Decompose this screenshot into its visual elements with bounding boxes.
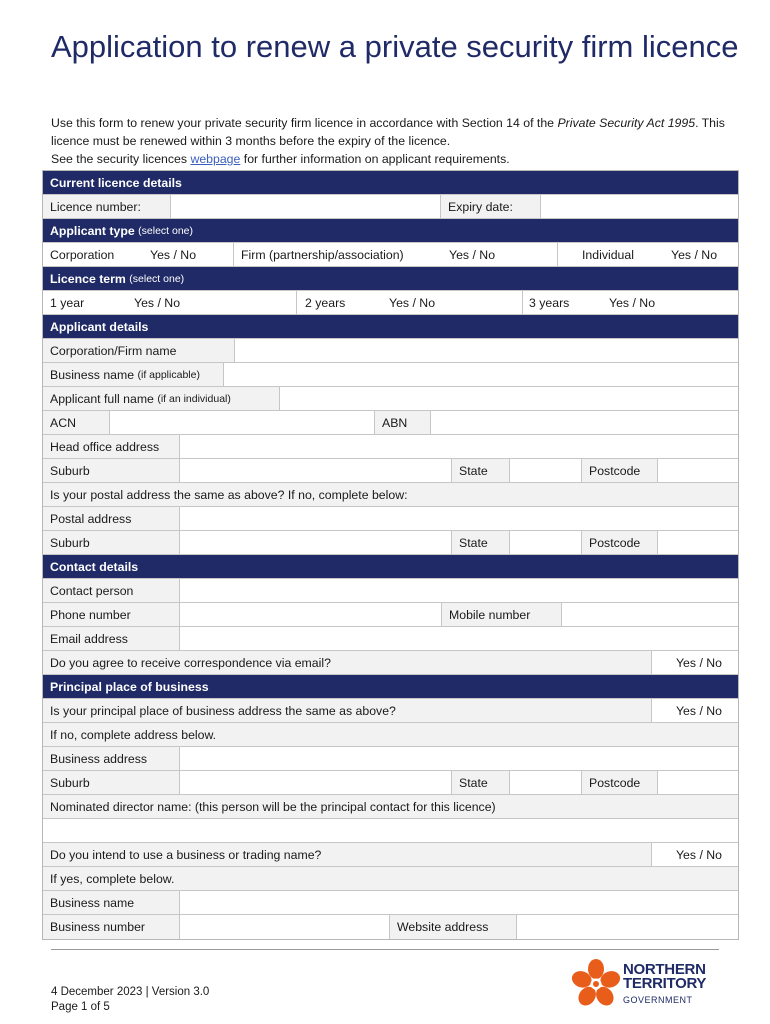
form-row xyxy=(43,363,738,387)
form-row xyxy=(43,195,738,219)
form-row xyxy=(43,891,738,915)
suburb-label: Suburb xyxy=(43,771,180,794)
footer xyxy=(51,985,209,1015)
section-title-text: Applicant type xyxy=(50,223,135,238)
postal-question: Is your postal address the same as above? If no, complete below: xyxy=(43,483,738,506)
form-row xyxy=(43,795,738,819)
postcode-field[interactable] xyxy=(658,531,738,554)
postcode-label: Postcode xyxy=(582,531,658,554)
business-address-label: Business address xyxy=(43,747,180,770)
director-label: Nominated director name: (this person will be the principal contact for this licence) xyxy=(43,795,738,818)
suburb-field[interactable] xyxy=(180,531,452,554)
form-row xyxy=(43,243,738,267)
mobile-label: Mobile number xyxy=(442,603,562,626)
webpage-link[interactable]: webpage xyxy=(190,152,241,166)
corp-firm-name-field[interactable] xyxy=(235,339,738,362)
intro-text-4: for further information on applicant requirements. xyxy=(240,152,510,166)
if-no-note: If no, complete address below. xyxy=(43,723,738,746)
form-row xyxy=(43,339,738,363)
page-title: Application to renew a private security firm licence xyxy=(51,29,739,64)
form-row xyxy=(43,531,738,555)
section-title xyxy=(43,267,738,290)
form-row xyxy=(43,747,738,771)
logo-line-3: GOVERNMENT xyxy=(623,995,693,1005)
three-years-label: 3 years xyxy=(523,291,602,314)
postal-address-field[interactable] xyxy=(180,507,738,530)
postcode-label: Postcode xyxy=(582,771,658,794)
form-row xyxy=(43,483,738,507)
section-header-contact xyxy=(43,555,738,579)
contact-person-label: Contact person xyxy=(43,579,180,602)
section-header-licence-term xyxy=(43,267,738,291)
section-title: Contact details xyxy=(50,559,139,574)
postal-address-label: Postal address xyxy=(43,507,180,530)
contact-person-field[interactable] xyxy=(180,579,738,602)
licence-number-label: Licence number: xyxy=(43,195,171,218)
business-name-label xyxy=(43,363,224,386)
business-number-field[interactable] xyxy=(180,915,390,939)
email-question: Do you agree to receive correspondence via email? xyxy=(43,651,652,674)
two-years-yes-no[interactable]: Yes / No xyxy=(382,291,523,314)
nt-government-logo xyxy=(570,958,720,1010)
same-address-yes-no[interactable]: Yes / No xyxy=(652,699,738,722)
three-years-yes-no[interactable]: Yes / No xyxy=(602,291,738,314)
logo-line-1: NORTHERN xyxy=(623,961,706,978)
website-field[interactable] xyxy=(517,915,738,939)
page-number: Page 1 of 5 xyxy=(51,1001,110,1013)
head-office-label: Head office address xyxy=(43,435,180,458)
business-name-field[interactable] xyxy=(224,363,738,386)
corp-firm-name-label: Corporation/Firm name xyxy=(43,339,235,362)
full-name-field[interactable] xyxy=(280,387,738,410)
form-row xyxy=(43,411,738,435)
postcode-field[interactable] xyxy=(658,459,738,482)
form-row xyxy=(43,651,738,675)
form-row xyxy=(43,699,738,723)
intro-text-2: . This licence must be renewed within 3 months before the expiry of the licence. xyxy=(51,116,725,148)
mobile-field[interactable] xyxy=(562,603,738,626)
form-row xyxy=(43,387,738,411)
two-years-label: 2 years xyxy=(297,291,382,314)
section-title-text: Licence term xyxy=(50,271,126,286)
director-field[interactable] xyxy=(43,819,738,842)
full-name-text: Applicant full name xyxy=(50,391,154,406)
business-name-label: Business name xyxy=(43,891,180,914)
form-row xyxy=(43,915,738,939)
postcode-label: Postcode xyxy=(582,459,658,482)
individual-label: Individual xyxy=(558,243,664,266)
suburb-label: Suburb xyxy=(43,531,180,554)
firm-label: Firm (partnership/association) xyxy=(234,243,442,266)
select-one-note: (select one) xyxy=(138,224,194,237)
logo-text xyxy=(623,963,706,1007)
act-name: Private Security Act 1995 xyxy=(557,116,696,130)
phone-field[interactable] xyxy=(180,603,442,626)
corporation-yes-no[interactable]: Yes / No xyxy=(143,243,234,266)
business-name-field[interactable] xyxy=(180,891,738,914)
email-yes-no[interactable]: Yes / No xyxy=(652,651,738,674)
abn-field[interactable] xyxy=(431,411,738,434)
state-field[interactable] xyxy=(510,771,582,794)
intro-text-3: See the security licences xyxy=(51,152,191,166)
one-year-yes-no[interactable]: Yes / No xyxy=(127,291,297,314)
footer-divider xyxy=(51,949,719,950)
one-year-label: 1 year xyxy=(43,291,127,314)
form-row xyxy=(43,459,738,483)
state-label: State xyxy=(452,771,510,794)
full-name-note: (if an individual) xyxy=(157,392,231,405)
business-name-text: Business name xyxy=(50,367,135,382)
website-label: Website address xyxy=(390,915,517,939)
state-label: State xyxy=(452,459,510,482)
if-yes-note: If yes, complete below. xyxy=(43,867,738,890)
suburb-field[interactable] xyxy=(180,771,452,794)
trading-name-question: Do you intend to use a business or trading name? xyxy=(43,843,652,866)
section-title: Applicant details xyxy=(50,319,149,334)
licence-number-field[interactable] xyxy=(171,195,441,218)
section-header-current xyxy=(43,171,738,195)
phone-label: Phone number xyxy=(43,603,180,626)
state-label: State xyxy=(452,531,510,554)
form-row xyxy=(43,291,738,315)
intro-text-1: Use this form to renew your private security firm licence in accordance with Section 14 of the xyxy=(51,116,558,130)
same-address-question: Is your principal place of business address the same as above? xyxy=(43,699,652,722)
section-title: Principal place of business xyxy=(50,679,209,694)
form-row xyxy=(43,723,738,747)
form-row xyxy=(43,843,738,867)
abn-label: ABN xyxy=(375,411,431,434)
individual-yes-no[interactable]: Yes / No xyxy=(664,243,738,266)
firm-yes-no[interactable]: Yes / No xyxy=(442,243,558,266)
business-number-label: Business number xyxy=(43,915,180,939)
form-row xyxy=(43,435,738,459)
full-name-label xyxy=(43,387,280,410)
form-row xyxy=(43,507,738,531)
email-field[interactable] xyxy=(180,627,738,650)
state-field[interactable] xyxy=(510,459,582,482)
suburb-field[interactable] xyxy=(180,459,452,482)
suburb-label: Suburb xyxy=(43,459,180,482)
trading-name-yes-no[interactable]: Yes / No xyxy=(652,843,738,866)
logo-line-2: TERRITORY xyxy=(623,975,707,992)
acn-label: ACN xyxy=(43,411,110,434)
business-address-field[interactable] xyxy=(180,747,738,770)
head-office-field[interactable] xyxy=(180,435,738,458)
select-one-note: (select one) xyxy=(129,272,185,285)
flower-icon xyxy=(570,958,622,1010)
section-header-applicant-details xyxy=(43,315,738,339)
form-row xyxy=(43,771,738,795)
form-row xyxy=(43,627,738,651)
email-label: Email address xyxy=(43,627,180,650)
form-row xyxy=(43,819,738,843)
corporation-label: Corporation xyxy=(43,243,143,266)
application-form xyxy=(42,170,739,940)
section-header-applicant-type xyxy=(43,219,738,243)
section-header-principal xyxy=(43,675,738,699)
form-row xyxy=(43,579,738,603)
acn-field[interactable] xyxy=(110,411,375,434)
state-field[interactable] xyxy=(510,531,582,554)
date-version: 4 December 2023 | Version 3.0 xyxy=(51,986,210,998)
section-title: Current licence details xyxy=(50,175,182,190)
postcode-field[interactable] xyxy=(658,771,738,794)
section-title xyxy=(43,219,738,242)
expiry-date-field[interactable] xyxy=(541,195,738,218)
intro-text xyxy=(51,114,741,168)
form-row xyxy=(43,603,738,627)
business-name-note: (if applicable) xyxy=(137,368,200,381)
form-row xyxy=(43,867,738,891)
expiry-date-label: Expiry date: xyxy=(441,195,541,218)
